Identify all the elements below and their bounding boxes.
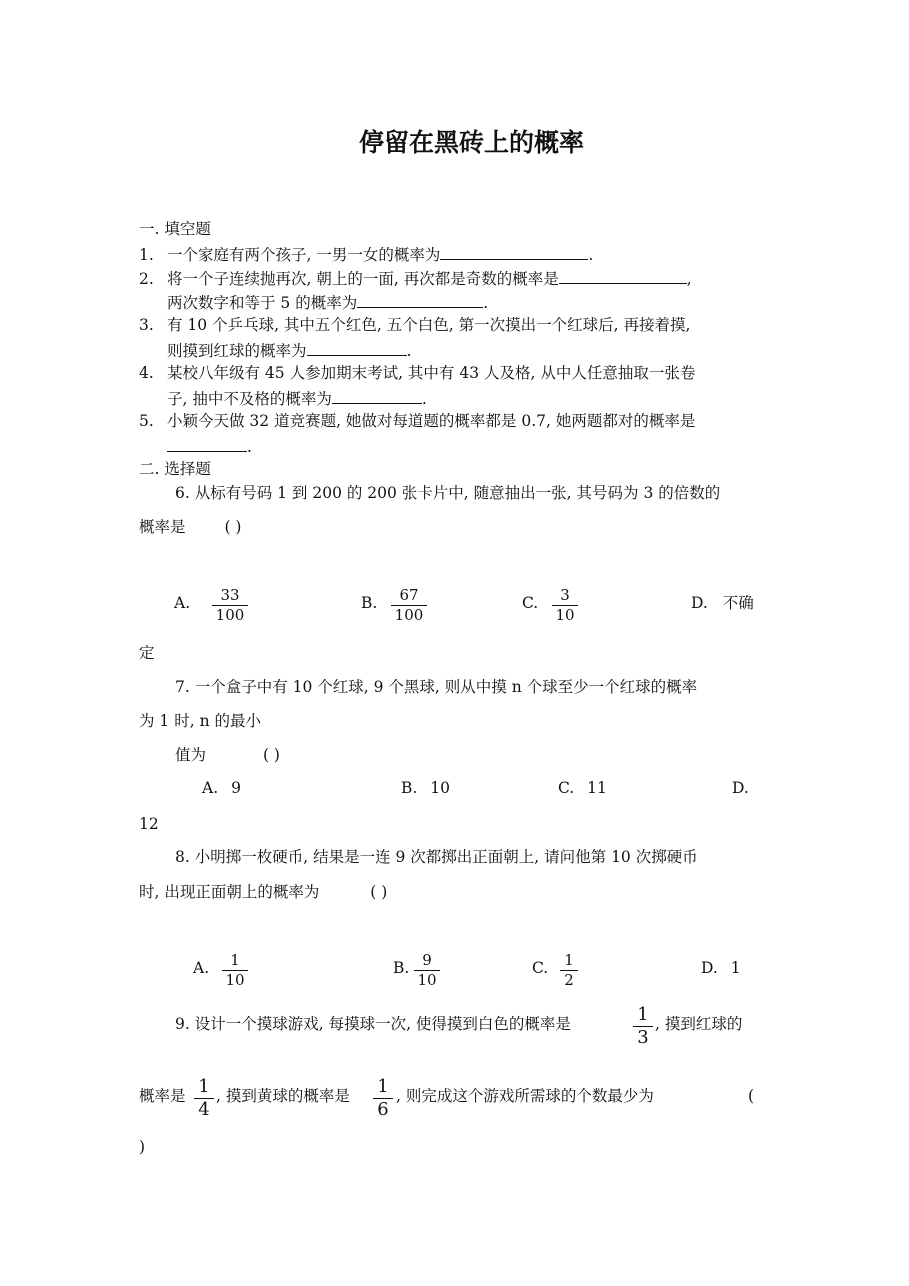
question-text: 小颖今天做 32 道竞赛题, 她做对每道题的概率都是 0.7, 她两题都对的概率是: [167, 412, 696, 430]
option-a-label[interactable]: A.: [193, 959, 210, 977]
fraction-denominator: 6: [377, 1099, 389, 1120]
option-c[interactable]: [558, 781, 607, 797]
option-label: A.: [202, 779, 219, 797]
question-text: 时, 出现正面朝上的概率为: [139, 883, 320, 901]
option-a-fraction: [212, 588, 248, 623]
question-end: .: [421, 390, 427, 408]
answer-paren-open[interactable]: (: [748, 1087, 755, 1105]
fraction-denominator: 3: [637, 1027, 649, 1048]
question-number: 5.: [139, 412, 154, 430]
question-text: 子, 抽中不及格的概率为: [167, 390, 332, 408]
question-9-line2b: , 摸到黄球的概率是: [216, 1087, 350, 1105]
fraction-denominator: 100: [394, 606, 424, 624]
option-label: D.: [701, 959, 718, 977]
question-6-line2: [139, 520, 241, 536]
question-2-line2: [167, 294, 488, 312]
option-c-fraction: [560, 953, 578, 988]
question-9-line1b: , 摸到红球的: [655, 1015, 743, 1033]
question-1: [139, 246, 593, 264]
fraction-denominator: 10: [225, 971, 245, 989]
question-mid: ,: [686, 270, 692, 288]
question-number: 4.: [139, 364, 154, 382]
question-6-line1: 6. 从标有号码 1 到 200 的 200 张卡片中, 随意抽出一张, 其号码为 3 的倍数的: [175, 484, 721, 502]
option-d[interactable]: [701, 961, 741, 977]
fraction-numerator: 1: [637, 1004, 649, 1025]
question-text: 概率是: [139, 518, 186, 536]
option-text: 10: [430, 779, 450, 797]
fraction-numerator: 3: [560, 586, 570, 604]
option-a-fraction: [222, 953, 248, 988]
answer-blank[interactable]: [440, 246, 588, 260]
option-b-fraction: [391, 588, 427, 623]
option-label: D.: [691, 594, 708, 612]
question-text: 一个家庭有两个孩子, 一男一女的概率为: [167, 246, 441, 264]
fraction-numerator: 1: [198, 1076, 210, 1097]
question-text: 则摸到红球的概率为: [167, 342, 307, 360]
question-7-line2: 为 1 时, n 的最小: [139, 712, 261, 730]
question-5-line2: [167, 438, 252, 456]
answer-blank[interactable]: [167, 438, 247, 452]
option-b-fraction: [414, 953, 440, 988]
option-a-label[interactable]: A.: [174, 594, 191, 612]
option-d[interactable]: [691, 596, 754, 612]
answer-paren[interactable]: ( ): [262, 746, 280, 764]
option-text: 11: [587, 779, 607, 797]
question-9-line2a: 概率是: [139, 1087, 186, 1105]
fraction-numerator: 9: [422, 951, 432, 969]
option-b-label[interactable]: B.: [393, 959, 410, 977]
question-text: 将一个子连续抛再次, 朝上的一面, 再次都是奇数的概率是: [167, 270, 559, 288]
fraction-one-third: [633, 1006, 653, 1047]
option-c-fraction: [552, 588, 578, 623]
question-2: [139, 270, 692, 288]
answer-blank[interactable]: [332, 390, 422, 404]
question-text: 两次数字和等于 5 的概率为: [167, 294, 358, 312]
option-d-wrap: 12: [139, 815, 159, 833]
question-end: .: [406, 342, 412, 360]
option-d[interactable]: [732, 781, 749, 797]
question-number: 1.: [139, 246, 154, 264]
fraction-denominator: 2: [564, 971, 574, 989]
question-3: [139, 318, 690, 334]
question-7-line1: 7. 一个盒子中有 10 个红球, 9 个黑球, 则从中摸 n 个球至少一个红球的概率: [175, 678, 698, 696]
question-end: .: [483, 294, 489, 312]
option-a[interactable]: [202, 781, 241, 797]
answer-paren[interactable]: ( ): [224, 518, 242, 536]
question-8-line2: [139, 885, 387, 901]
fraction-numerator: 1: [230, 951, 240, 969]
answer-blank[interactable]: [357, 294, 483, 308]
fraction-numerator: 1: [564, 951, 574, 969]
answer-blank[interactable]: [559, 270, 687, 284]
option-c-label[interactable]: C.: [522, 594, 539, 612]
option-text: 9: [231, 779, 241, 797]
fraction-one-quarter: [194, 1078, 214, 1119]
answer-blank[interactable]: [307, 342, 407, 356]
question-text: 值为: [175, 746, 207, 764]
fraction-one-sixth: [373, 1078, 393, 1119]
option-label: B.: [401, 779, 418, 797]
section2-heading: 二. 选择题: [139, 460, 211, 478]
page-title: 停留在黑砖上的概率: [359, 128, 585, 157]
question-end: .: [588, 246, 594, 264]
question-8-line1: 8. 小明掷一枚硬币, 结果是一连 9 次都掷出正面朝上, 请问他第 10 次掷硬币: [175, 848, 698, 866]
question-9-line1a: 9. 设计一个摸球游戏, 每摸球一次, 使得摸到白色的概率是: [175, 1015, 571, 1033]
fraction-numerator: 1: [377, 1076, 389, 1097]
question-5: [139, 414, 695, 430]
option-label: C.: [558, 779, 575, 797]
fraction-denominator: 10: [555, 606, 575, 624]
fraction-denominator: 10: [417, 971, 437, 989]
fraction-denominator: 4: [198, 1099, 210, 1120]
fraction-denominator: 100: [215, 606, 245, 624]
answer-paren[interactable]: ( ): [370, 883, 388, 901]
option-text: 不确: [722, 594, 754, 612]
fraction-numerator: 33: [220, 586, 240, 604]
question-end: .: [247, 438, 252, 456]
option-text: 1: [730, 959, 741, 977]
question-number: 2.: [139, 270, 154, 288]
option-b[interactable]: [401, 781, 450, 797]
option-label: D.: [732, 779, 749, 797]
question-3-line2: [167, 342, 411, 360]
question-text: 有 10 个乒乓球, 其中五个红色, 五个白色, 第一次摸出一个红球后, 再接着摸,: [167, 316, 691, 334]
question-text: 某校八年级有 45 人参加期末考试, 其中有 43 人及格, 从中人任意抽取一张卷: [167, 364, 696, 382]
option-d-wrap: 定: [139, 644, 155, 662]
question-4-line2: [167, 390, 427, 408]
option-c-label[interactable]: C.: [532, 959, 549, 977]
option-b-label[interactable]: B.: [361, 594, 378, 612]
question-7-line3: [175, 748, 280, 764]
question-number: 3.: [139, 316, 154, 334]
question-9-line2c: , 则完成这个游戏所需球的个数最少为: [396, 1087, 654, 1105]
answer-paren-close[interactable]: ): [139, 1138, 146, 1156]
question-4: [139, 366, 695, 382]
section1-heading: 一. 填空题: [139, 220, 211, 238]
fraction-numerator: 67: [399, 586, 419, 604]
